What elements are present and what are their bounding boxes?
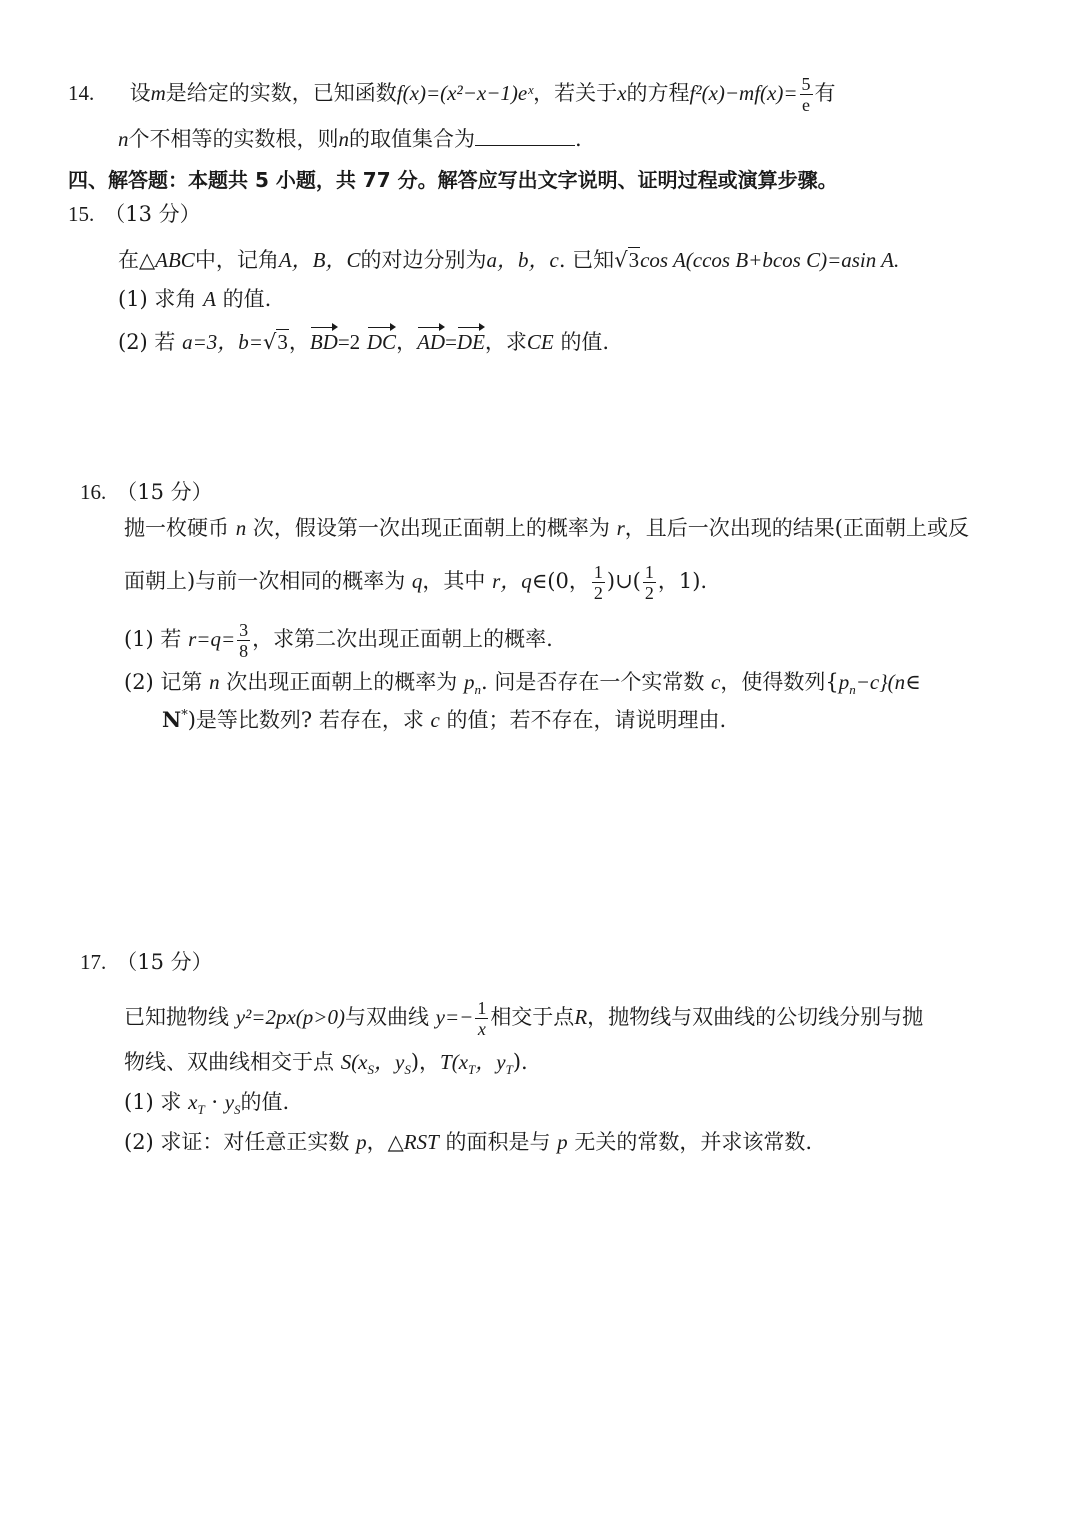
vars-rq: r，q xyxy=(492,569,532,593)
fraction-denominator: 2 xyxy=(644,583,654,603)
q14-line1 xyxy=(68,74,836,115)
text: 次，假设第一次出现正面朝上的概率为 xyxy=(252,516,610,540)
fraction xyxy=(237,620,250,661)
text: 抛一枚硬币 xyxy=(124,516,229,540)
var-A: A xyxy=(203,287,216,311)
text: · xyxy=(204,1090,225,1114)
section-heading: 四、解答题：本题共 5 小题，共 77 分。解答应写出文字说明、证明过程或演算步骤。 xyxy=(68,168,838,192)
text: 中，记角 xyxy=(194,248,279,272)
var-x: x xyxy=(617,81,627,105)
text: 的值；若不存在，请说明理由. xyxy=(446,708,727,732)
question-score: （15 分） xyxy=(116,950,213,974)
text: ∈(0， xyxy=(531,569,590,593)
text: 的值. xyxy=(560,330,610,354)
fraction-denominator: 8 xyxy=(239,641,249,661)
text: 的对边分别为 xyxy=(360,248,487,272)
question-number: 16. xyxy=(80,480,107,504)
fraction-numerator: 5 xyxy=(801,74,811,94)
q16-part1 xyxy=(124,620,553,661)
text: (2) 记第 xyxy=(124,670,203,694)
var-p: p xyxy=(557,1130,568,1154)
function-expr: f(x)=(x²−x−1)eˣ xyxy=(396,81,534,105)
text: 的方程 xyxy=(626,81,690,105)
equation-expr: f²(x)−mf(x)= xyxy=(689,81,798,105)
text: =2 xyxy=(337,330,361,354)
point-T: T(x xyxy=(440,1050,469,1074)
var-n: n xyxy=(235,516,247,540)
question-score: （15 分） xyxy=(116,480,213,504)
text: 在△ xyxy=(118,248,156,272)
question-number: 15. xyxy=(68,202,95,226)
text: ，抛物线与双曲线的公切线分别与抛 xyxy=(587,1005,924,1029)
fraction-denominator: x xyxy=(477,1019,486,1039)
text: ，△ xyxy=(366,1130,404,1154)
hyperbola-expr: y=− xyxy=(435,1005,474,1029)
subscript: S xyxy=(234,1102,241,1118)
var-x: x xyxy=(188,1090,198,1114)
text: (2) 求证：对任意正实数 xyxy=(124,1130,350,1154)
fraction xyxy=(800,74,813,115)
text: 面朝上)与前一次相同的概率为 xyxy=(124,569,406,593)
fraction xyxy=(475,998,488,1039)
var-n: n xyxy=(338,127,349,151)
q16-stem-line1 xyxy=(124,514,969,542)
var-n: n xyxy=(118,127,129,151)
var-p: p xyxy=(356,1130,367,1154)
text: 个不相等的实数根，则 xyxy=(128,127,339,151)
text: 物线、双曲线相交于点 xyxy=(124,1050,334,1074)
var-m: m xyxy=(150,81,166,105)
text: )， xyxy=(410,1050,441,1074)
text: (1) 求 xyxy=(124,1090,182,1114)
text: ，若关于 xyxy=(533,81,618,105)
text: ， xyxy=(288,330,310,354)
subscript: n xyxy=(849,682,856,698)
sqrt-radicand: 3 xyxy=(277,330,288,354)
q17-part1 xyxy=(124,1088,289,1116)
natural-set: N xyxy=(162,707,182,732)
var-p: p xyxy=(838,670,850,694)
q15-part2 xyxy=(118,328,609,356)
q17-part2 xyxy=(124,1128,812,1156)
point-S: S(x xyxy=(340,1050,368,1074)
text: 的取值集合为 xyxy=(349,127,475,151)
fraction-numerator: 1 xyxy=(477,998,487,1018)
sqrt-radicand: 3 xyxy=(628,248,640,272)
fraction-numerator: 1 xyxy=(644,562,654,582)
subscript: n xyxy=(474,682,481,698)
segment-CE: CE xyxy=(526,330,554,354)
text: 的值. xyxy=(240,1090,290,1114)
fraction-numerator: 3 xyxy=(239,620,249,640)
text: ，使得数列{ xyxy=(720,670,839,694)
text: 与双曲线 xyxy=(344,1005,429,1029)
q16-part2-line2 xyxy=(162,706,726,734)
superscript: * xyxy=(181,708,188,723)
q17-stem-line1 xyxy=(124,998,923,1039)
text: )∪( xyxy=(606,569,641,593)
subscript: T xyxy=(197,1102,205,1118)
text: ，y xyxy=(374,1050,405,1074)
triangle-RST: RST xyxy=(403,1130,439,1154)
text: )是等比数列? 若存在，求 xyxy=(187,708,424,732)
sqrt-symbol: √ xyxy=(262,330,277,354)
q14-line2 xyxy=(118,125,582,153)
fraction-denominator: e xyxy=(802,95,811,115)
text: 是给定的实数，已知函数 xyxy=(165,81,397,105)
text: = xyxy=(445,330,457,354)
sqrt-symbol: √ xyxy=(614,248,628,272)
question-number: 14. xyxy=(68,81,95,105)
vector-BD: BD xyxy=(309,330,338,354)
text: ，1). xyxy=(657,569,708,593)
var-q: q xyxy=(411,569,423,593)
sides: a，b，c xyxy=(486,248,559,272)
vector-DE: DE xyxy=(456,330,485,354)
answer-blank xyxy=(475,125,575,146)
text: ，且后一次出现的结果(正面朝上或反 xyxy=(624,516,969,540)
fraction-denominator: 2 xyxy=(593,583,603,603)
text: . 已知 xyxy=(558,248,615,272)
var-n: n xyxy=(209,670,220,694)
text: 的面积是与 xyxy=(445,1130,551,1154)
var-c: c xyxy=(711,670,721,694)
subscript: S xyxy=(367,1062,375,1078)
fraction-numerator: 1 xyxy=(593,562,603,582)
var-y: y xyxy=(224,1090,235,1114)
text: (1) 求角 xyxy=(118,287,197,311)
text: (1) 若 xyxy=(124,627,182,651)
text: 无关的常数，并求该常数. xyxy=(574,1130,813,1154)
q15-part1 xyxy=(118,285,271,313)
text: . xyxy=(575,127,582,151)
condition-expr: cos A(ccos B+bcos C)=asin A. xyxy=(640,248,900,272)
text: ). xyxy=(512,1050,528,1074)
text: 有 xyxy=(814,81,836,105)
angles: A，B，C xyxy=(278,248,361,272)
q16-stem-line2 xyxy=(124,562,707,603)
var-r: r xyxy=(616,516,625,540)
question-score: （13 分） xyxy=(104,202,201,226)
subscript: T xyxy=(505,1062,513,1078)
text: ，其中 xyxy=(422,569,486,593)
text: 设 xyxy=(129,81,151,105)
text: 已知抛物线 xyxy=(124,1005,229,1029)
text: ， xyxy=(396,330,418,354)
question-number: 17. xyxy=(80,950,107,974)
vector-DC: DC xyxy=(366,330,397,354)
parabola-expr: y²=2px(p>0) xyxy=(235,1005,345,1029)
subscript: S xyxy=(404,1062,411,1078)
text: ，y xyxy=(475,1050,506,1074)
q16-part2-line1 xyxy=(124,668,921,696)
fraction xyxy=(592,562,605,603)
sequence-expr: −c}(n∈ xyxy=(855,670,921,694)
q17-header xyxy=(80,948,213,976)
text: ，求 xyxy=(484,330,527,354)
equation-expr: r=q= xyxy=(188,627,236,651)
q15-stem xyxy=(118,246,899,274)
fraction xyxy=(643,562,656,603)
text: . 问是否存在一个实常数 xyxy=(480,670,705,694)
point-R: R xyxy=(574,1005,588,1029)
q15-header xyxy=(68,200,201,228)
subscript: T xyxy=(468,1062,476,1078)
text: 次出现正面朝上的概率为 xyxy=(226,670,458,694)
given-values: a=3，b= xyxy=(182,330,263,354)
text: (2) 若 xyxy=(118,330,176,354)
text: 相交于点 xyxy=(490,1005,575,1029)
q17-stem-line2 xyxy=(124,1048,528,1076)
var-c: c xyxy=(430,708,440,732)
triangle-name: ABC xyxy=(155,248,195,272)
q16-header xyxy=(80,478,213,506)
vector-AD: AD xyxy=(417,330,446,354)
text: 的值. xyxy=(222,287,272,311)
text: ，求第二次出现正面朝上的概率. xyxy=(252,627,553,651)
var-p: p xyxy=(463,670,475,694)
